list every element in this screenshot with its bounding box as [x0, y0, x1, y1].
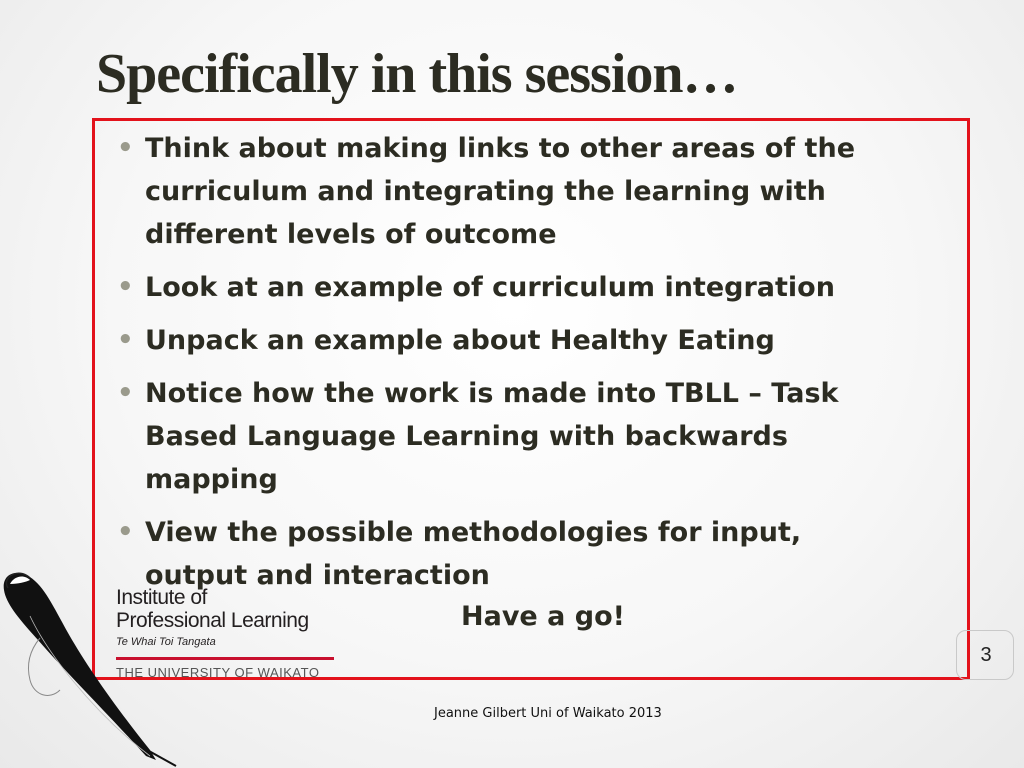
bullet-text: Notice how the work is made into TBLL – Task Based Language Learning with backwards mapping — [145, 378, 839, 495]
page-number: 3 — [980, 644, 992, 666]
bullet-item-4 — [113, 372, 883, 501]
bullet-list — [113, 127, 883, 607]
bullet-icon: • — [117, 272, 134, 302]
page-number-badge — [956, 630, 1014, 680]
logo-divider — [116, 657, 334, 660]
bullet-text: Look at an example of curriculum integration — [145, 272, 835, 303]
bullet-text: Unpack an example about Healthy Eating — [145, 325, 775, 356]
logo-line-2: Professional Learning — [116, 609, 309, 632]
institute-logo — [0, 560, 340, 768]
bullet-text: View the possible methodologies for input, output and interaction — [145, 517, 802, 591]
logo-line-1: Institute of — [116, 586, 207, 609]
bullet-icon: • — [117, 517, 134, 547]
footer-text: Jeanne Gilbert Uni of Waikato 2013 — [434, 706, 662, 721]
logo-subtitle: Te Whai Toi Tangata — [116, 636, 216, 648]
call-to-action: Have a go! — [461, 601, 625, 632]
bullet-icon: • — [117, 133, 134, 163]
logo-text — [116, 586, 338, 680]
bullet-icon: • — [117, 378, 134, 408]
bullet-item-2 — [113, 266, 883, 309]
slide-title: Specifically in this session… — [96, 43, 738, 105]
bullet-item-3 — [113, 319, 883, 362]
logo-university: THE UNIVERSITY OF WAIKATO — [116, 665, 320, 680]
bullet-icon: • — [117, 325, 134, 355]
bullet-item-1 — [113, 127, 883, 256]
bullet-text: Think about making links to other areas of the curriculum and integrating the learning with different levels of outcome — [145, 133, 856, 250]
